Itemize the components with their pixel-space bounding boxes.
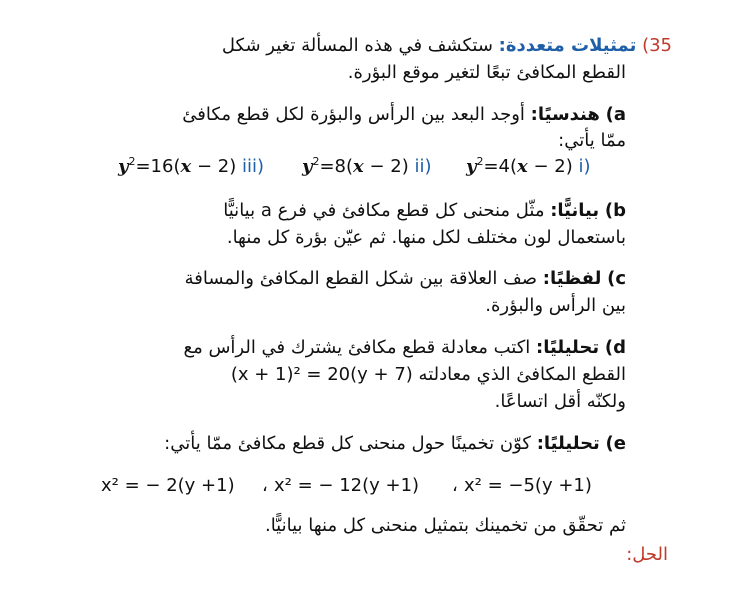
solution-label: الحل: bbox=[626, 544, 668, 565]
part-a-head: هندسيًا: bbox=[530, 104, 600, 125]
part-d-text-1: اكتب معادلة قطع مكافئ يشترك في الرأس مع bbox=[183, 337, 531, 358]
part-e-equation-1: x² = −5(y +1) bbox=[464, 475, 592, 496]
part-e-equation-3: x² = − 2(y +1) bbox=[101, 475, 235, 496]
part-c-letter: c) bbox=[607, 268, 626, 289]
part-d-text-2-row bbox=[231, 363, 626, 387]
part-e-separator-1: ، bbox=[452, 475, 458, 496]
part-b-head: بيانيًّا: bbox=[550, 200, 600, 221]
part-b-text-1: مثّل منحنى كل قطع مكافئ في فرع a بيانيًّا bbox=[223, 200, 545, 221]
part-a-line-1 bbox=[182, 103, 626, 127]
part-a-equation-ii: $y^2=8(x - 2)$ ii) bbox=[302, 155, 432, 177]
part-d-letter: d) bbox=[604, 337, 626, 358]
part-a-text-2: ممّا يأتي: bbox=[558, 130, 626, 151]
problem-header-line-1 bbox=[222, 34, 672, 58]
problem-number: 35) bbox=[642, 35, 672, 56]
part-e-text-2: ثم تحقّق من تخمينك بتمثيل منحنى كل منها بيانيًّا. bbox=[264, 515, 626, 536]
part-d-head: تحليليًا: bbox=[536, 337, 600, 358]
part-a-letter: a) bbox=[605, 104, 626, 125]
part-a-equation-i: $y^2=4(x - 2)$ i) bbox=[466, 155, 591, 177]
part-b-text-2: باستعمال لون مختلف لكل منها. ثم عيّن بؤرة كل منها. bbox=[226, 227, 626, 248]
part-e-separator-2: ، bbox=[262, 475, 268, 496]
part-b-letter: b) bbox=[604, 200, 626, 221]
problem-title: تمثيلات متعددة: bbox=[498, 35, 637, 56]
part-c-text-1: صف العلاقة بين شكل القطع المكافئ والمسافة bbox=[184, 268, 538, 289]
part-a-label-i: i) bbox=[578, 156, 591, 177]
part-c-head: لفظيًا: bbox=[542, 268, 602, 289]
problem-intro-1: ستكشف في هذه المسألة تغير شكل bbox=[221, 35, 493, 56]
problem-intro-2: القطع المكافئ تبعًا لتغير موقع البؤرة. bbox=[347, 62, 626, 83]
part-e-letter: e) bbox=[605, 433, 626, 454]
part-d-text-2: القطع المكافئ الذي معادلته bbox=[418, 364, 626, 385]
part-a-label-ii: ii) bbox=[414, 156, 432, 177]
part-e-head: تحليليًا: bbox=[536, 433, 600, 454]
part-a-text-1: أوجد البعد بين الرأس والبؤرة لكل قطع مكافئ bbox=[182, 104, 525, 125]
part-d-equation: (x + 1)² = 20(y + 7) bbox=[230, 364, 413, 385]
part-c-text-2: بين الرأس والبؤرة. bbox=[485, 295, 626, 316]
part-e-line-1 bbox=[164, 432, 626, 456]
part-d-line-1 bbox=[184, 336, 627, 360]
part-e-equation-2: x² = − 12(y +1) bbox=[274, 475, 420, 496]
part-d-text-3: ولكنّه أقل اتساعًا. bbox=[494, 391, 626, 412]
part-c-line-1 bbox=[185, 267, 626, 291]
part-e-text-1: كوّن تخمينًا حول منحنى كل قطع مكافئ ممّا يأتي: bbox=[164, 433, 531, 454]
part-a-equation-iii: $y^2=16(x - 2)$ iii) bbox=[118, 155, 264, 177]
part-a-label-iii: iii) bbox=[241, 156, 264, 177]
part-b-line-1 bbox=[223, 199, 626, 223]
